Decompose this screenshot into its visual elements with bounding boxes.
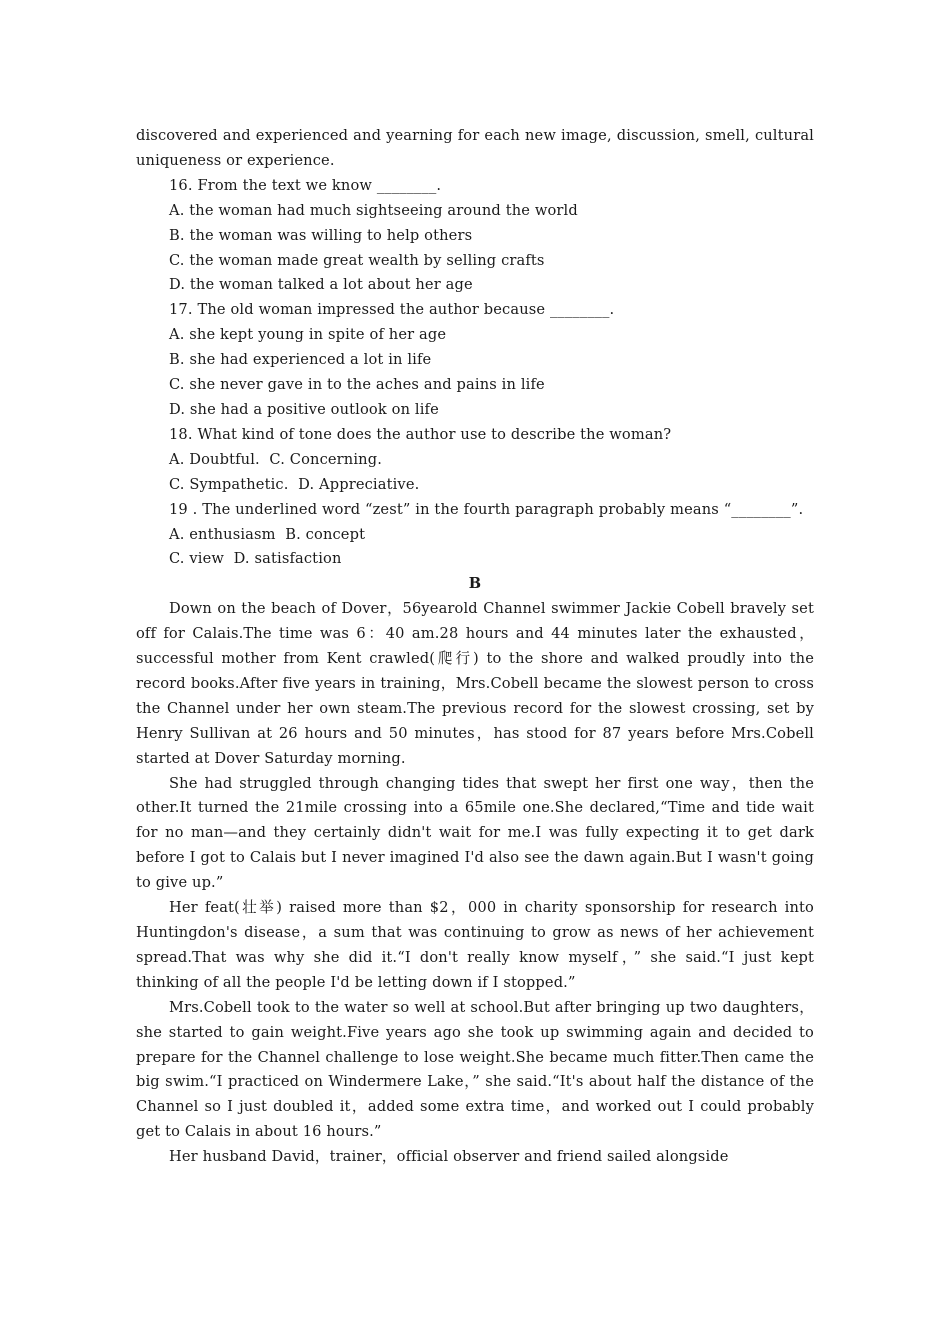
question-stem: 19 . The underlined word “zest” in the fourth paragraph probably means “________”.	[169, 500, 804, 518]
option-d: D. she had a positive outlook on life	[169, 400, 439, 418]
question-16	[136, 174, 814, 299]
option-row-1: A. Doubtful. C. Concerning.	[169, 450, 383, 468]
question-stem: 18. What kind of tone does the author use to describe the woman?	[169, 425, 672, 443]
question-17	[136, 298, 814, 423]
passage-b-paragraph: Her husband David，trainer，official observer and friend sailed alongside	[169, 1148, 729, 1166]
question-stem: 16. From the text we know ________.	[169, 176, 442, 194]
question-stem: 17. The old woman impressed the author because ________.	[169, 301, 615, 319]
option-c: C. she never gave in to the aches and pains in life	[169, 376, 545, 394]
passage-a-tail: discovered and experienced and yearning for each new image, discussion, smell, cultural uniqueness or experience.	[136, 127, 814, 169]
section-heading: B	[468, 575, 482, 593]
passage-b-paragraph: Mrs.Cobell took to the water so well at school.But after bringing up two daughters，she started to gain weight.Five years ago she took up swimming again and decided to prepare for the Channel challenge to lose weight.She became much fitter.Then came the big swim.“I practiced on Windermere Lake，” she said.“It's about half the distance of the Channel so I just doubled it，added some extra time，and worked out I could probably get to Calais in about 16 hours.”	[136, 998, 814, 1141]
question-18	[136, 423, 814, 498]
option-c: C. the woman made great wealth by selling crafts	[169, 251, 545, 269]
option-d: D. the woman talked a lot about her age	[169, 276, 473, 294]
passage-b-paragraph: She had struggled through changing tides that swept her first one way，then the other.It turned the 21mile crossing into a 65mile one.She declared,“Time and tide wait for no man—and they certainly didn't wait for me.I was fully expecting it to get dark before I got to Calais but I never imagined I'd also see the dawn again.But I wasn't going to give up.”	[136, 774, 814, 892]
option-row-2: C. view D. satisfaction	[169, 550, 342, 568]
option-row-2: C. Sympathetic. D. Appreciative.	[169, 475, 420, 493]
passage-b-paragraph: Down on the beach of Dover，56yearold Channel swimmer Jackie Cobell bravely set off for Calais.The time was 6：40 am.28 hours and 44 minutes later the exhausted，successful mother from Kent crawled(爬行) to the shore and walked proudly into the record books.After five years in training，Mrs.Cobell became the slowest person to cross the Channel under her own steam.The previous record for the slowest crossing, set by Henry Sullivan at 26 hours and 50 minutes，has stood for 87 years before Mrs.Cobell started at Dover Saturday morning.	[136, 600, 814, 767]
option-b: B. the woman was willing to help others	[169, 226, 473, 244]
document-page	[136, 124, 814, 1170]
option-a: A. the woman had much sightseeing around the world	[169, 201, 578, 219]
option-a: A. she kept young in spite of her age	[169, 326, 447, 344]
question-19	[136, 498, 814, 573]
option-b: B. she had experienced a lot in life	[169, 351, 432, 369]
option-row-1: A. enthusiasm B. concept	[169, 525, 366, 543]
passage-b-paragraph: Her feat(壮举) raised more than $2，000 in charity sponsorship for research into Huntingdon's disease，a sum that was continuing to grow as news of her achievement spread.That was why she did it.“I don't really know myself，” she said.“I just kept thinking of all the people I'd be letting down if I stopped.”	[136, 899, 814, 991]
